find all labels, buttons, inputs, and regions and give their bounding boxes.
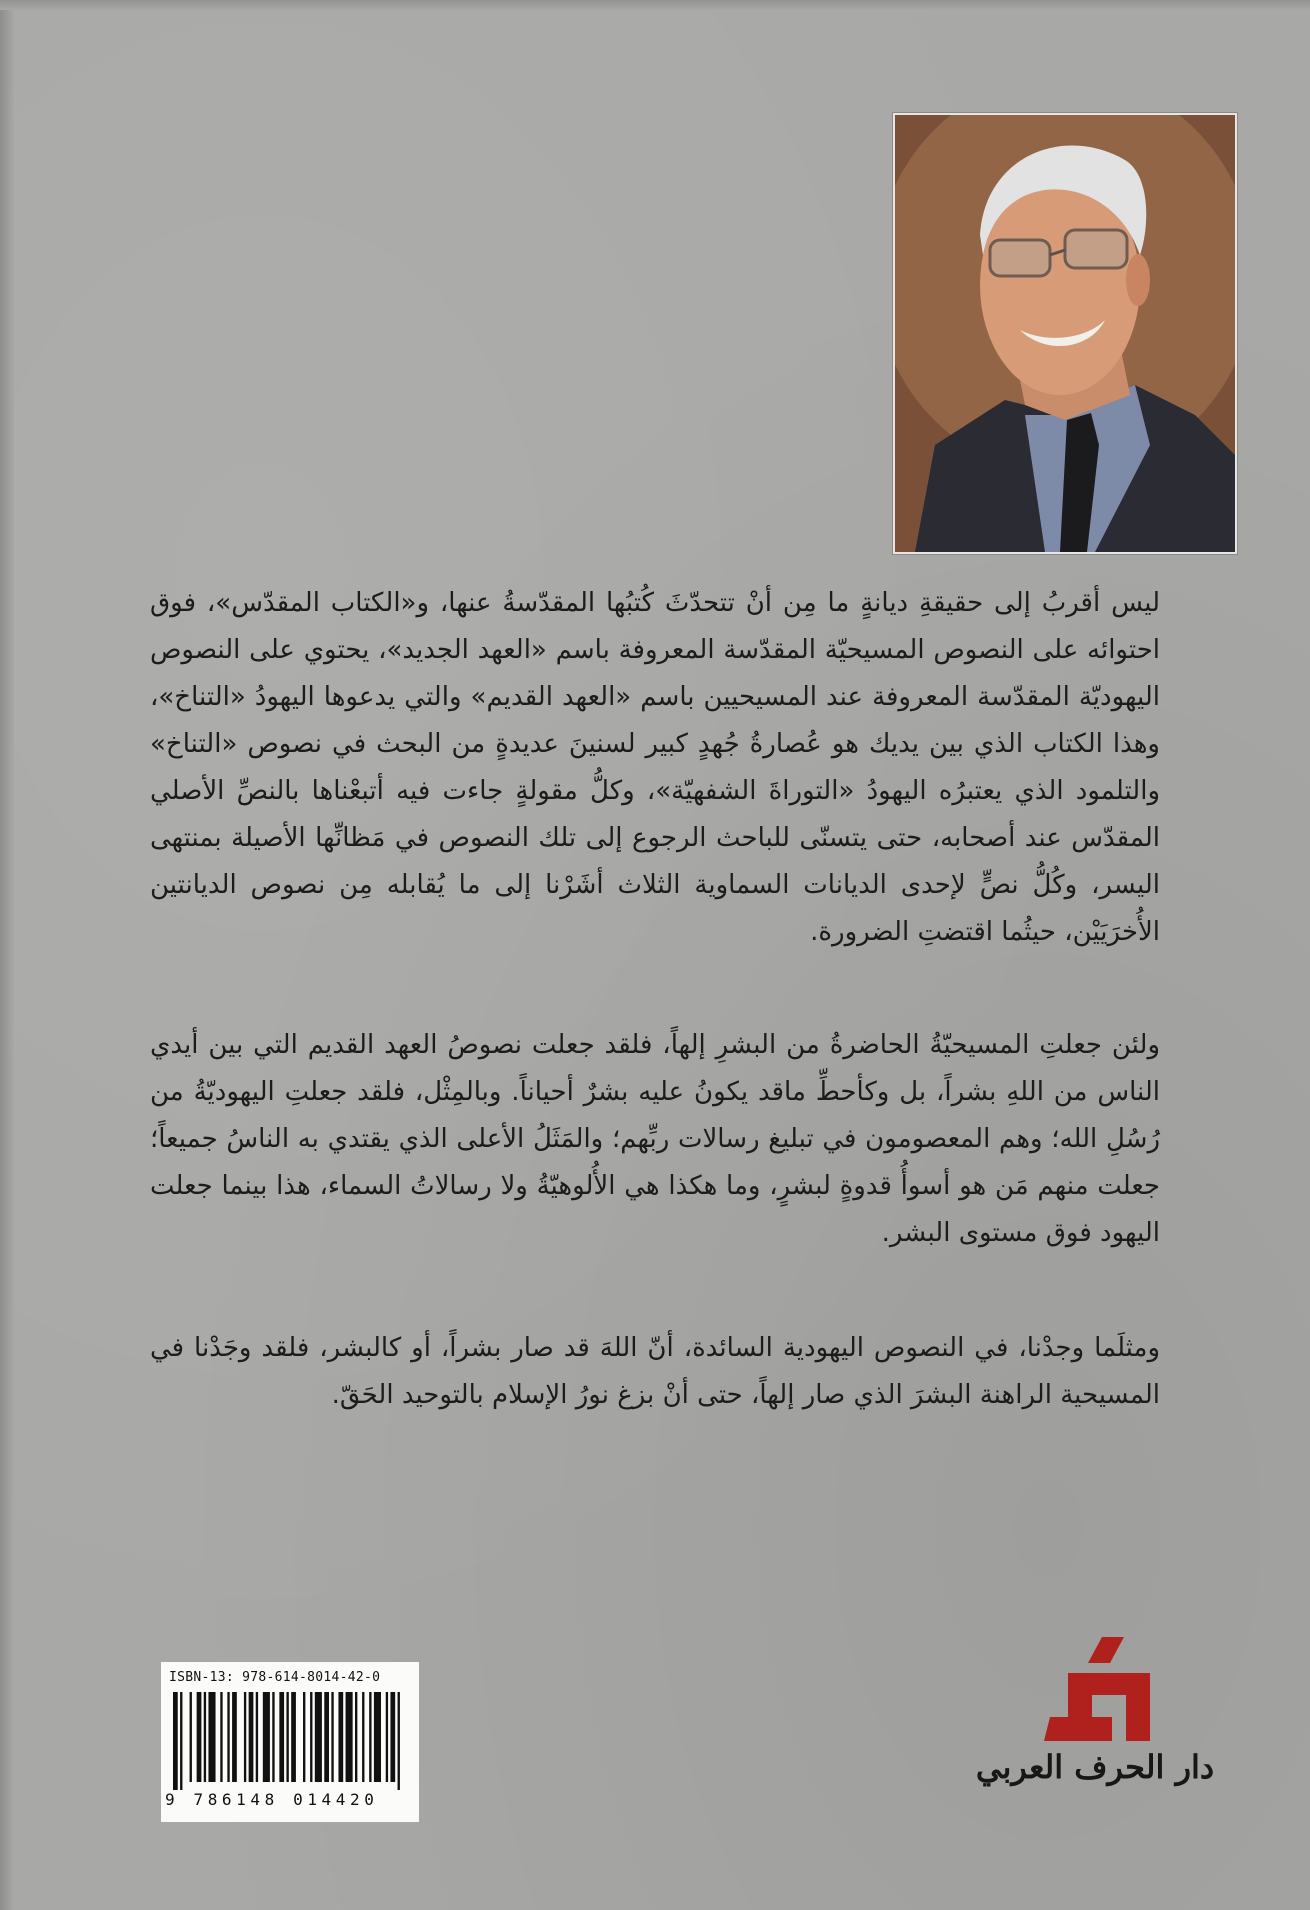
barcode-bar xyxy=(286,1692,288,1782)
barcode-bar xyxy=(204,1692,206,1782)
barcode-bar xyxy=(324,1692,329,1782)
barcode-bar xyxy=(398,1692,400,1790)
barcode-bar xyxy=(303,1692,305,1782)
paragraph-1-text: ليس أقربُ إلى حقيقةِ ديانةٍ ما مِن أنْ تتحدّثَ كُتبُها المقدّسةُ عنها، و«الكتاب المقدّس»، فوق احتوائه على النصوص المسيحيّة المقدّسة المعروفة باسم «العهد الجديد»، يحتوي على النصوص اليهوديّة المقدّسة المعروفة عند المسيحيين باسم «العهد القديم» والتي يدعوها اليهودُ «التناخ»، وهذا الكتاب الذي بين يديك هو عُصارةُ جُهدٍ كبير لسنينَ عديدةٍ من البحث في نصوص «التناخ» والتلمود الذي يعتبرُه اليهودُ «التوراةَ الشفهيّة»، وكلُّ مقولةٍ جاءت فيه أتبعْناها بالنصِّ الأصلي المقدّس عند أصحابه، حتى يتسنّى للباحث الرجوع إلى تلك النصوص في مَظانِّها الأصيلة بمنتهى اليسر، وكُلُّ نصٍّ لإحدى الديانات السماوية الثلاث أشَرْنا إلى ما يُقابله مِن نصوص الديانتين الأُخرَيَيْن، حيثُما اقتضتِ الضرورة. xyxy=(150,588,1160,947)
isbn-barcode xyxy=(161,1662,419,1822)
isbn-label: ISBN-13: 978-614-8014-42-0 xyxy=(169,1670,381,1685)
barcode-bar xyxy=(338,1692,343,1782)
barcode-bar xyxy=(331,1692,333,1782)
cover-edge-top xyxy=(0,0,1310,10)
publisher-logo-icon xyxy=(1040,1633,1160,1748)
barcode-bar xyxy=(346,1692,353,1782)
barcode-bar xyxy=(173,1692,178,1790)
barcode-bar xyxy=(208,1692,215,1782)
publisher-name: دار الحرف العربي xyxy=(975,1748,1215,1786)
author-portrait-icon xyxy=(895,115,1235,552)
barcode-bar xyxy=(310,1692,312,1782)
barcode-bar xyxy=(355,1692,357,1782)
description-paragraph-3 xyxy=(150,1325,1160,1419)
description-paragraph-1 xyxy=(150,580,1160,956)
paragraph-3-text: ومثلَما وجدْنا، في النصوص اليهودية السائدة، أنّ اللهَ قد صار بشراً، أو كالبشر، فلقد وجَدْنا في المسيحية الراهنة البشرَ الذي صار إلهاً، حتى أنْ بزغ نورُ الإسلام بالتوحيد الحَقّ. xyxy=(150,1333,1160,1410)
barcode-bar xyxy=(279,1692,284,1782)
barcode-bar xyxy=(390,1692,395,1782)
author-photo xyxy=(893,113,1237,554)
barcode-bar xyxy=(180,1692,182,1790)
barcode-bar xyxy=(263,1692,270,1782)
barcode-bar xyxy=(197,1692,202,1782)
barcode-bar xyxy=(386,1692,388,1782)
paragraph-2-text: ولئن جعلتِ المسيحيّةُ الحاضرةُ من البشرِ إلهاً، فلقد جعلت نصوصُ العهد القديم التي بين أيدي الناس من اللهِ بشراً، بل وكأحطِّ ماقد يكونُ عليه بشرٌ أحياناً. وبالمِثْل، فلقد جعلتِ اليهوديّةُ من رُسُلِ الله؛ وهم المعصومون في تبليغ رسالات ربِّهم؛ والمَثَلُ الأعلى الذي يقتدي به الناسُ جميعاً؛ جعلت منهم مَن هو أسوأُ قدوةٍ لبشرٍ، وما هكذا هي الأُلوهيّةُ ولا رسالاتُ السماء، هذا بينما جعلت اليهود فوق مستوى البشر. xyxy=(150,1030,1160,1248)
cover-edge-left xyxy=(0,0,14,1910)
barcode-bar xyxy=(227,1692,229,1782)
barcode-bar xyxy=(362,1692,364,1782)
barcode-bar xyxy=(374,1692,381,1782)
barcode-bar xyxy=(291,1692,296,1782)
barcode-bars xyxy=(173,1692,407,1790)
barcode-bar xyxy=(315,1692,322,1782)
barcode-bar xyxy=(256,1692,258,1782)
barcode-bar xyxy=(272,1692,274,1782)
barcode-bar xyxy=(220,1692,222,1782)
barcode-bar xyxy=(244,1692,246,1782)
barcode-bar xyxy=(249,1692,254,1782)
barcode-digits: 9 786148 014420 xyxy=(165,1790,379,1809)
barcode-bar xyxy=(232,1692,237,1782)
barcode-bar xyxy=(369,1692,371,1782)
barcode-bar xyxy=(190,1692,192,1782)
description-paragraph-2 xyxy=(150,1022,1160,1257)
